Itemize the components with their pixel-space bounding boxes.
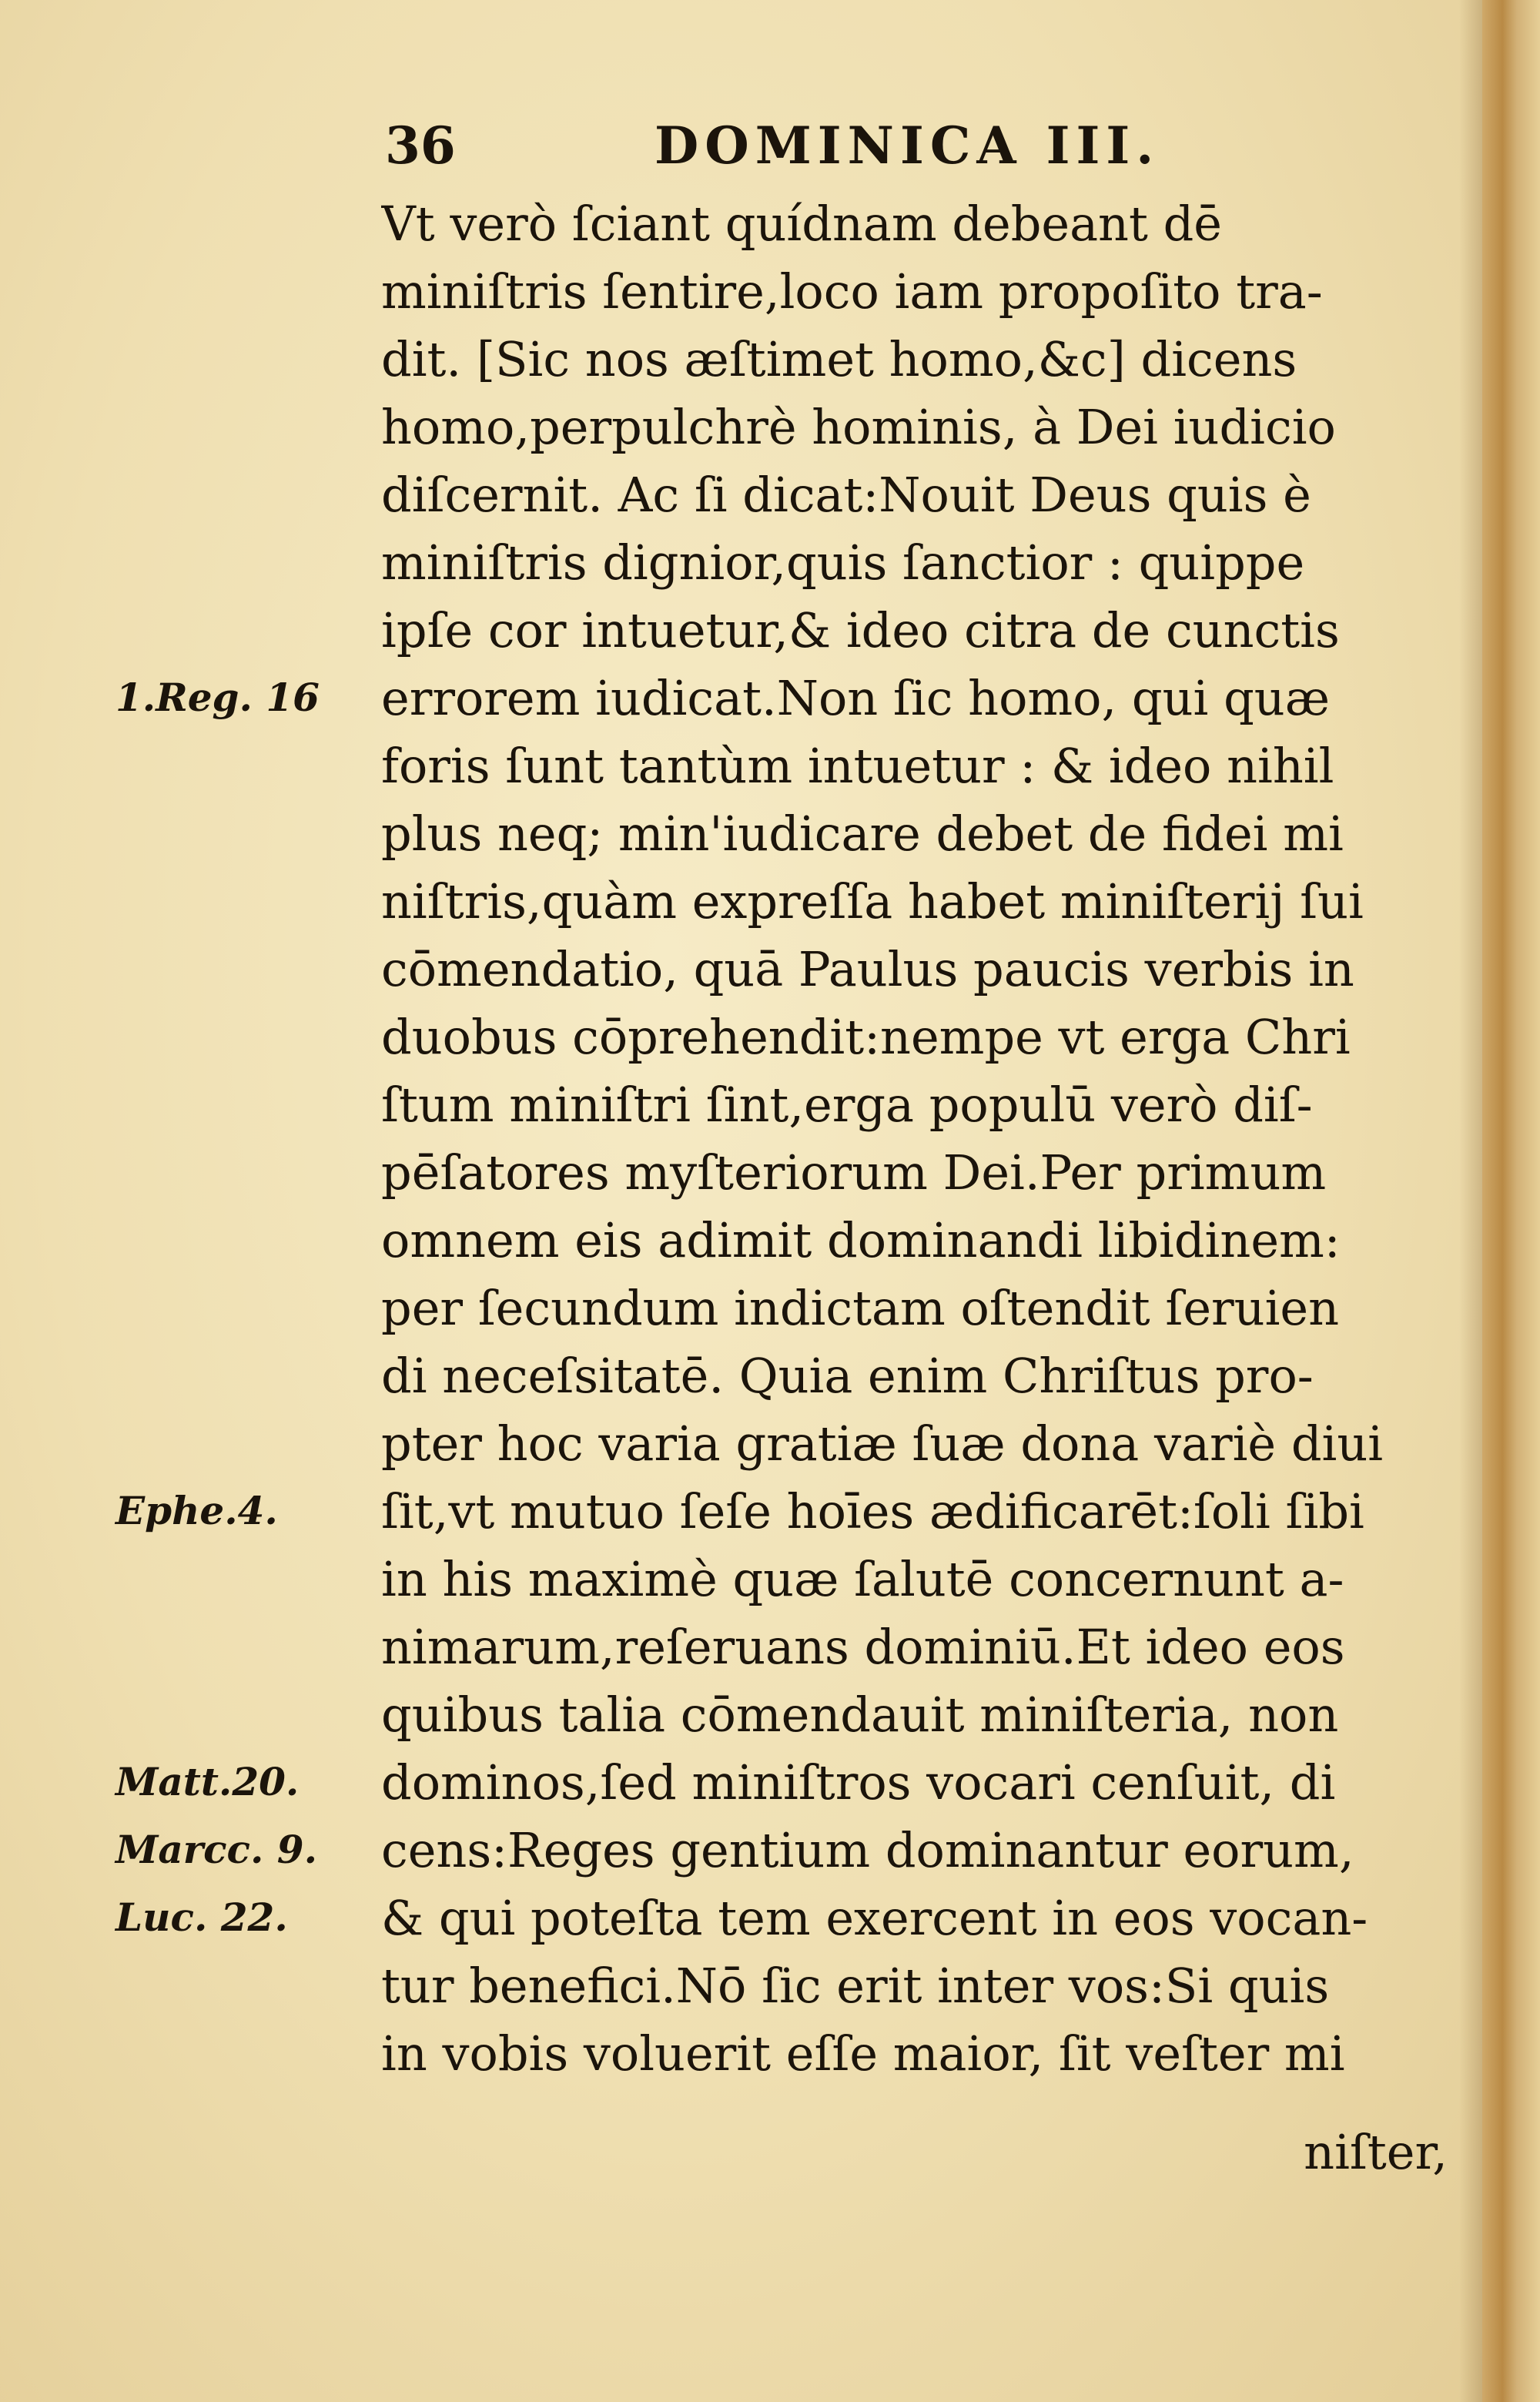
text-line: dit. [Sic nos æſtimet homo,&c] dicens bbox=[381, 331, 1297, 387]
text-line: niſtris,quàm expreſſa habet miniſterij ſui bbox=[381, 873, 1364, 930]
text-line: foris ſunt tantùm intuetur : & ideo nihil bbox=[381, 738, 1334, 794]
text-line: in his maximè quæ ſalutē concernunt a- bbox=[381, 1551, 1344, 1607]
text-line: errorem iudicat.Non ſic homo, qui quæ bbox=[381, 670, 1330, 726]
margin-note: Marcc. 9. bbox=[116, 1827, 317, 1872]
text-line: Vt verò ſciant quídnam debeant dē bbox=[381, 196, 1222, 252]
text-line: di neceſsitatē. Quia enim Chriſtus pro- bbox=[381, 1348, 1314, 1404]
margin-note: Ephe.4. bbox=[116, 1488, 278, 1533]
main-text bbox=[381, 190, 1444, 2088]
text-line: homo,perpulchrè hominis, à Dei iudicio bbox=[381, 399, 1336, 455]
gutter-shadow bbox=[1459, 0, 1482, 2402]
page-header bbox=[385, 116, 1424, 185]
text-line: dominos,ſed miniſtros vocari cenſuit, di bbox=[381, 1754, 1336, 1811]
text-line: pter hoc varia gratiæ ſuæ dona variè diui bbox=[381, 1415, 1384, 1472]
text-line: plus neq; min'iudicare debet de fidei mi bbox=[381, 806, 1344, 862]
text-line: & qui poteſta tem exercent in eos vocan- bbox=[381, 1890, 1368, 1946]
text-line: quibus talia cōmendauit miniſteria, non bbox=[381, 1687, 1339, 1743]
text-line: miniſtris dignior,quis ſanctior : quippe bbox=[381, 534, 1305, 591]
text-line: per ſecundum indictam oſtendit ſeruien bbox=[381, 1280, 1340, 1336]
page-edge bbox=[1482, 0, 1540, 2402]
margin-note: Luc. 22. bbox=[116, 1894, 288, 1940]
folio-number: 36 bbox=[385, 116, 456, 176]
text-line: pēſatores myſteriorum Dei.Per primum bbox=[381, 1144, 1327, 1201]
catchword: niſter, bbox=[1304, 2124, 1448, 2180]
text-line: diſcernit. Ac ſi dicat:Nouit Deus quis è bbox=[381, 467, 1311, 523]
text-line: omnem eis adimit dominandi libidinem: bbox=[381, 1212, 1341, 1268]
running-title: DOMINICA III. bbox=[654, 116, 1160, 176]
text-line: ſit,vt mutuo ſeſe hoīes ædificarēt:ſoli ſibi bbox=[381, 1483, 1364, 1539]
text-line: cens:Reges gentium dominantur eorum, bbox=[381, 1822, 1354, 1878]
text-line: in vobis voluerit eſſe maior, ſit veſter mi bbox=[381, 2025, 1345, 2082]
text-line: duobus cōprehendit:nempe vt erga Chri bbox=[381, 1009, 1351, 1065]
text-line: ipſe cor intuetur,& ideo citra de cunctis bbox=[381, 602, 1340, 658]
margin-note: 1.Reg. 16 bbox=[116, 675, 320, 720]
text-line: cōmendatio, quā Paulus paucis verbis in bbox=[381, 941, 1354, 997]
text-line: ſtum miniſtri ſint,erga populū verò diſ- bbox=[381, 1077, 1313, 1133]
margin-note: Matt.20. bbox=[116, 1759, 300, 1804]
text-line: tur benefici.Nō ſic erit inter vos:Si quis bbox=[381, 1958, 1330, 2014]
text-line: miniſtris ſentire,loco iam propoſito tra- bbox=[381, 263, 1323, 320]
text-line: nimarum,reſeruans dominiū.Et ideo eos bbox=[381, 1619, 1345, 1675]
